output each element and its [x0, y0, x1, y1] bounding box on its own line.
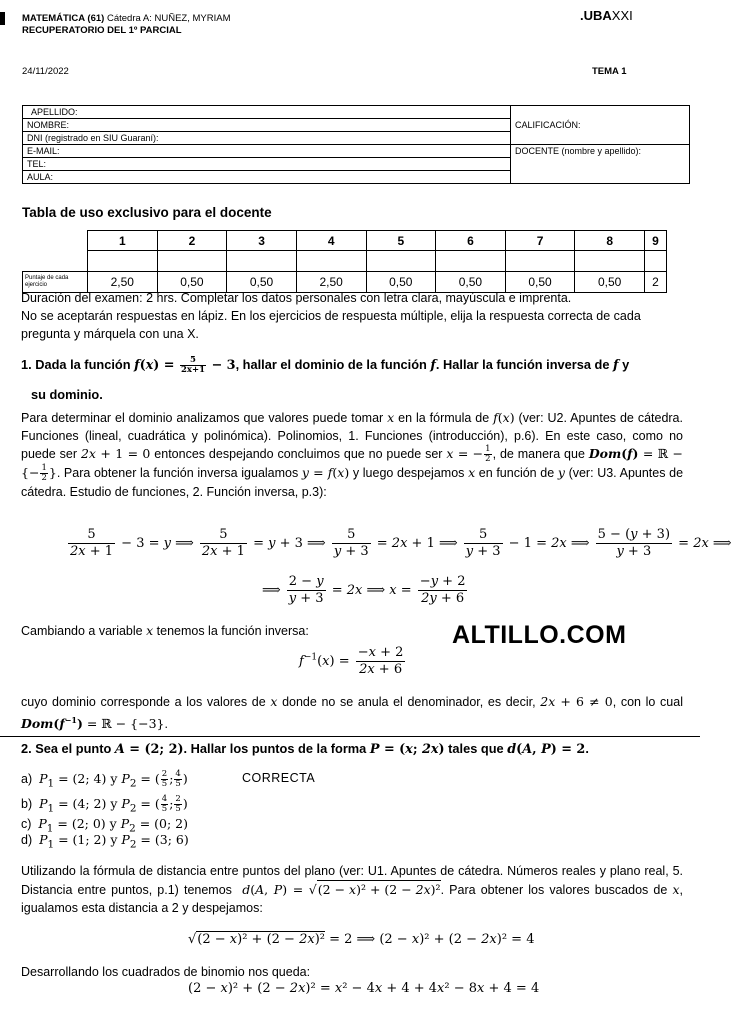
score-blank-cell[interactable]: [505, 251, 575, 272]
score-value: 0,50: [575, 271, 645, 292]
score-column-9: 9: [645, 231, 667, 251]
score-blank-cell[interactable]: [88, 251, 158, 272]
score-table: [22, 230, 667, 293]
section-divider: [0, 736, 700, 737]
equation-4: (2 − x)² + (2 − 2x)² = x² − 4x + 4 + 4x² − 8x + 4 = 4: [188, 981, 540, 996]
option-d[interactable]: d) $P_1 = (1$; 2) y $P_2 = (3$; 6): [21, 832, 189, 851]
score-corner: [23, 231, 88, 251]
nombre-field[interactable]: NOMBRE:: [23, 119, 511, 132]
uba-logo: .UBAXXI: [580, 8, 633, 23]
watermark: ALTILLO.COM: [452, 621, 627, 649]
score-column-5: 5: [366, 231, 436, 251]
question-1-title: 1. Dada la función f(x) = $\frac{5}{2x+1}$ − 3, hallar el dominio de la función f. Hallar la función inversa de f y: [21, 355, 630, 376]
calificacion-field[interactable]: CALIFICACIÓN:: [511, 106, 690, 145]
expansion-text: Desarrollando los cuadrados de binomio nos queda:: [21, 965, 311, 979]
inverse-domain-text: cuyo dominio corresponde a los valores de x donde no se anula el denominador, es decir, 2x + 6 ≠ 0, con lo cual $Dom(f^{-1})$ = ℝ − {−3}.: [21, 694, 683, 732]
question-2-title: 2. Sea el punto A = (2; 2). Hallar los puntos de la forma P = (x; 2x) tales que d(A, P) = 2.: [21, 741, 589, 757]
exam-name: RECUPERATORIO DEL 1º PARCIAL: [22, 25, 182, 36]
student-info-form: [22, 105, 690, 184]
instructions-line-2: No se aceptarán respuestas en lápiz. En los ejercicios de respuesta múltiple, elija la respuesta correcta de cada pregunta y márquela con una X.: [21, 309, 641, 341]
score-blank-cell[interactable]: [436, 251, 506, 272]
score-blank-cell[interactable]: [227, 251, 297, 272]
score-blank-cell[interactable]: [366, 251, 436, 272]
docente-field[interactable]: DOCENTE (nombre y apellido):: [511, 145, 690, 184]
instructions-line-1: Duración del examen: 2 hrs. Completar los datos personales con letra clara, mayúscula e imprenta.: [21, 291, 572, 305]
score-column-6: 6: [436, 231, 506, 251]
score-column-8: 8: [575, 231, 645, 251]
question-1-paragraph: Para determinar el dominio analizamos que valores puede tomar x en la fórmula de f(x) (ver: U2. Apuntes de cátedra. Funciones (lineal, cuadrática y polinómica). Polinomios, 1. Funciones (introducción), p.6). En este caso, como no puede ser 2x + 1 = 0 entonces despejando concluimos que no puede ser x = − $\frac{1}{2}$ , de manera que Dom(f) = ℝ − {− $\frac{1}{2}$ }. Para obtener la función inversa igualamos y = f(x) y luego despejamos x en función de y (ver: U3. Apuntes de cátedra. Estudio de funciones, 2. Función inversa, p.3):: [21, 410, 684, 500]
score-value: 0,50: [505, 271, 575, 292]
score-value: 2,50: [296, 271, 366, 292]
score-value: 2,50: [88, 271, 158, 292]
score-blank-cell[interactable]: [645, 251, 667, 272]
exam-header: [22, 13, 231, 37]
score-corner-2: [23, 251, 88, 272]
course-name: MATEMÁTICA (61): [22, 13, 105, 24]
score-row-label: Puntaje de cada ejercicio: [23, 271, 88, 292]
question-1-title-cont: su dominio.: [31, 387, 103, 402]
equation-2: ⟹ $\frac{2 - y}{y + 3}$ = 2x ⟹ x = $\frac{-y + 2}{2y + 6}$: [262, 574, 466, 606]
score-column-3: 3: [227, 231, 297, 251]
score-blank-cell[interactable]: [296, 251, 366, 272]
score-blank-cell[interactable]: [157, 251, 227, 272]
inverse-function: $f^{-1}(x)$ = $\frac{-x + 2}{2x + 6}$: [299, 645, 404, 677]
equation-3: √(2 − x)² + (2 − 2x)² = 2 ⟹ (2 − x)² + (2 − 2x)² = 4: [188, 932, 535, 947]
score-value: 0,50: [436, 271, 506, 292]
score-table-title: Tabla de uso exclusivo para el docente: [22, 205, 272, 220]
score-column-1: 1: [88, 231, 158, 251]
apellido-field[interactable]: APELLIDO:: [23, 106, 511, 119]
option-c[interactable]: c) $P_1 = (2$; 0) y $P_2 = (0$; 2): [21, 816, 189, 835]
margin-marker: [0, 12, 5, 25]
score-value: 2: [645, 271, 667, 292]
email-field[interactable]: E-MAIL:: [23, 145, 511, 158]
option-b[interactable]: b) $P_1 = (4$; 2) y $P_2$ = ( $\frac{4}{5}$ ; $\frac{2}{5}$ ): [21, 794, 188, 815]
aula-field[interactable]: AULA:: [23, 171, 511, 184]
score-column-7: 7: [505, 231, 575, 251]
score-value: 0,50: [157, 271, 227, 292]
equation-1: $\frac{5}{2x + 1}$ − 3 = y ⟹ $\frac{5}{2x + 1}$ = y + 3 ⟹ $\frac{5}{y + 3}$ = 2x + 1 ⟹ $\frac{5}{y + 3}$ − 1 = 2x ⟹ $\frac{5 - (y + 3)}{y + 3}$ = 2x ⟹: [70, 527, 732, 559]
change-variable-text: Cambiando a variable x tenemos la función inversa:: [21, 623, 309, 638]
chair-name: Cátedra A: NUÑEZ, MYRIAM: [106, 13, 231, 24]
score-blank-cell[interactable]: [575, 251, 645, 272]
tel-field[interactable]: TEL:: [23, 158, 511, 171]
option-a[interactable]: a) $P_1 = (2$; 4) y $P_2$ = ( $\frac{2}{5}$ ; $\frac{4}{5}$ ): [21, 769, 188, 790]
exam-topic: TEMA 1: [592, 66, 627, 77]
score-column-4: 4: [296, 231, 366, 251]
score-column-2: 2: [157, 231, 227, 251]
score-value: 0,50: [227, 271, 297, 292]
exam-date: 24/11/2022: [22, 66, 69, 77]
correct-label: CORRECTA: [242, 771, 316, 785]
score-value: 0,50: [366, 271, 436, 292]
question-2-paragraph: Utilizando la fórmula de distancia entre puntos del plano (ver: U1. Apuntes de cátedra. Números reales y plano real, 5. Distancia entre puntos, p.1) tenemos d(A, P) = √(2 − x)² + (2 − 2x)². Para obtener los valores buscados de x, igualamos esta distancia a 2 y despejamos:: [21, 864, 684, 915]
dni-field[interactable]: DNI (registrado en SIU Guaraní):: [23, 132, 511, 145]
